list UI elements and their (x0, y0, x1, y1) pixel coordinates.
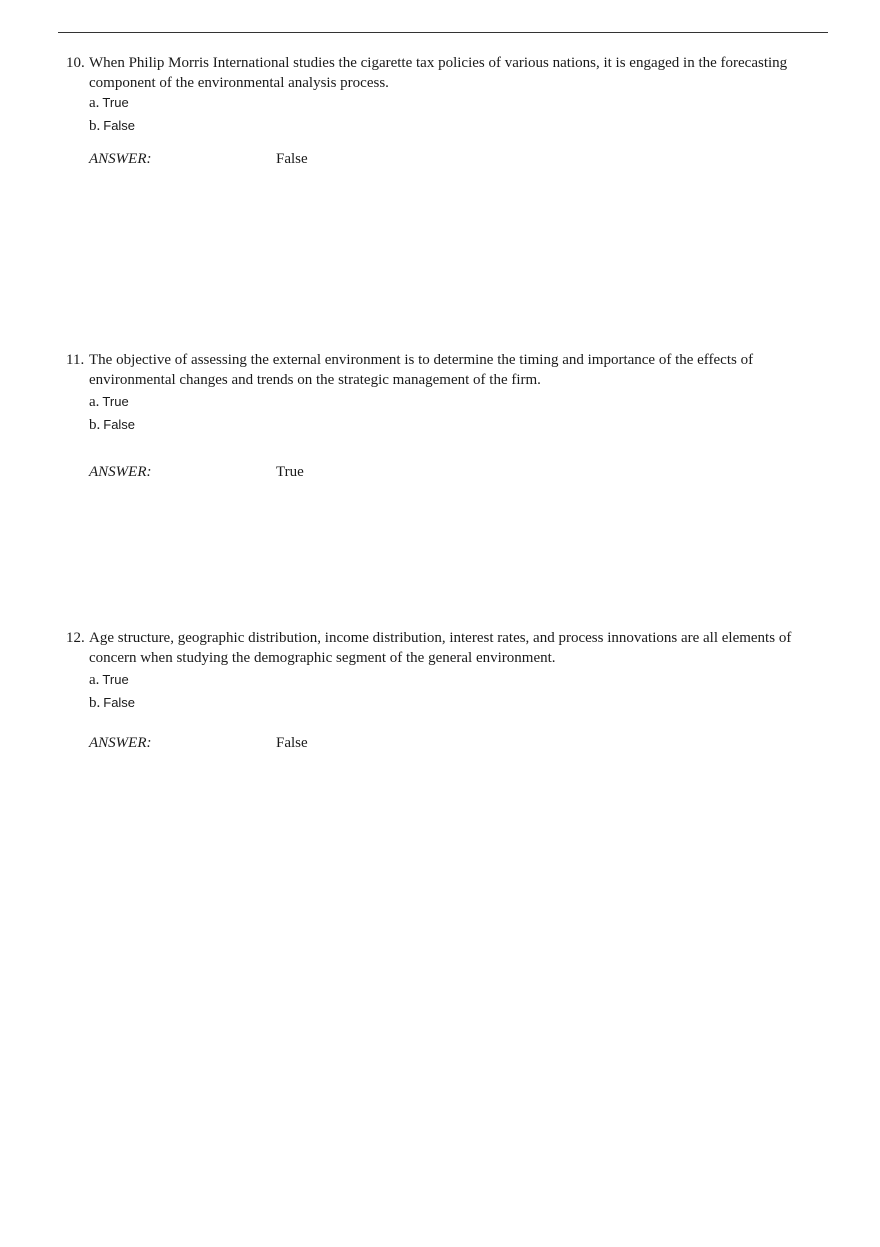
answer-label: ANSWER: (89, 464, 152, 480)
option-letter: a. (89, 95, 100, 111)
option-a (89, 671, 129, 689)
option-label: True (102, 95, 129, 110)
option-label: False (103, 695, 136, 710)
option-label: True (102, 672, 129, 687)
answer-label: ANSWER: (89, 151, 152, 167)
option-a (89, 393, 129, 411)
question-number: 11. (66, 352, 85, 368)
option-b (89, 416, 135, 434)
option-label: False (103, 118, 136, 133)
option-b (89, 117, 135, 135)
option-letter: a. (89, 672, 100, 688)
header-rule (58, 32, 828, 33)
option-letter: b. (89, 417, 101, 433)
question-number: 12. (66, 630, 85, 646)
question-number: 10. (66, 55, 85, 71)
answer-value: True (276, 464, 304, 480)
question-text: The objective of assessing the external environment is to determine the timing and importance of the effects of environmental changes and trends on the strategic management of the firm. (89, 352, 754, 388)
option-letter: a. (89, 394, 100, 410)
answer-label: ANSWER: (89, 735, 152, 751)
option-a (89, 94, 129, 112)
answer-value: False (276, 151, 308, 167)
question-stem (66, 53, 826, 93)
option-label: False (103, 417, 136, 432)
question-stem (66, 628, 826, 668)
answer-value: False (276, 735, 308, 751)
option-letter: b. (89, 118, 101, 134)
question-stem (66, 350, 826, 390)
option-letter: b. (89, 695, 101, 711)
question-text: Age structure, geographic distribution, income distribution, interest rates, and process innovations are all elements of concern when studying the demographic segment of the general environment. (89, 630, 792, 666)
option-b (89, 694, 135, 712)
question-text: When Philip Morris International studies the cigarette tax policies of various nations, it is engaged in the forecasting component of the environmental analysis process. (89, 55, 788, 91)
option-label: True (102, 394, 129, 409)
